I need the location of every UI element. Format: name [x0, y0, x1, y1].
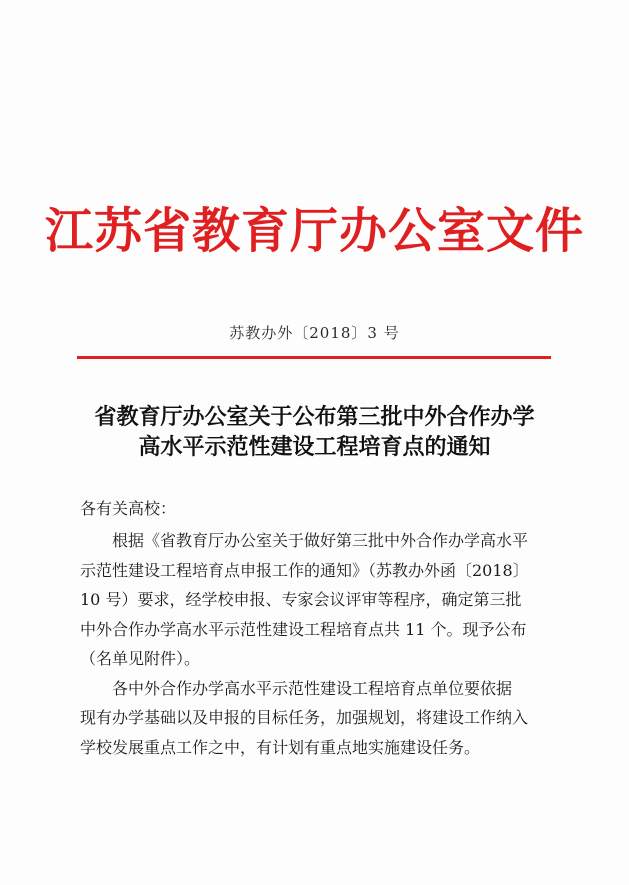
paragraph-line: 学校发展重点工作之中，有计划有重点地实施建设任务。	[80, 737, 481, 757]
paragraph-line: 中外合作办学高水平示范性建设工程培育点共 11 个。现予公布	[80, 619, 527, 639]
notice-title	[0, 403, 629, 463]
paragraph-line: 根据《省教育厅办公室关于做好第三批中外合作办学高水平	[112, 531, 529, 550]
paragraph-line: 现有办学基础以及申报的目标任务，加强规划，将建设工作纳入	[80, 708, 529, 727]
paragraph-line: 10 号）要求，经学校申报、专家会议评审等程序，确定第三批	[80, 590, 522, 609]
notice-title-line: 省教育厅办公室关于公布第三批中外合作办学	[94, 405, 535, 430]
paragraph-line: 示范性建设工程培育点申报工作的通知》（苏教办外函〔2018〕	[80, 560, 529, 580]
paragraph-line: 各中外合作办学高水平示范性建设工程培育点单位要依据	[112, 678, 513, 698]
notice-body	[80, 526, 550, 762]
notice-title-line: 高水平示范性建设工程培育点的通知	[138, 435, 491, 460]
red-divider-rule	[77, 356, 551, 359]
paragraph-line: （名单见附件）。	[80, 649, 201, 668]
document-masthead: 江苏省教育厅办公室文件	[44, 203, 584, 259]
document-number: 苏教办外〔2018〕3 号	[229, 324, 400, 342]
salutation: 各有关高校：	[80, 499, 177, 518]
